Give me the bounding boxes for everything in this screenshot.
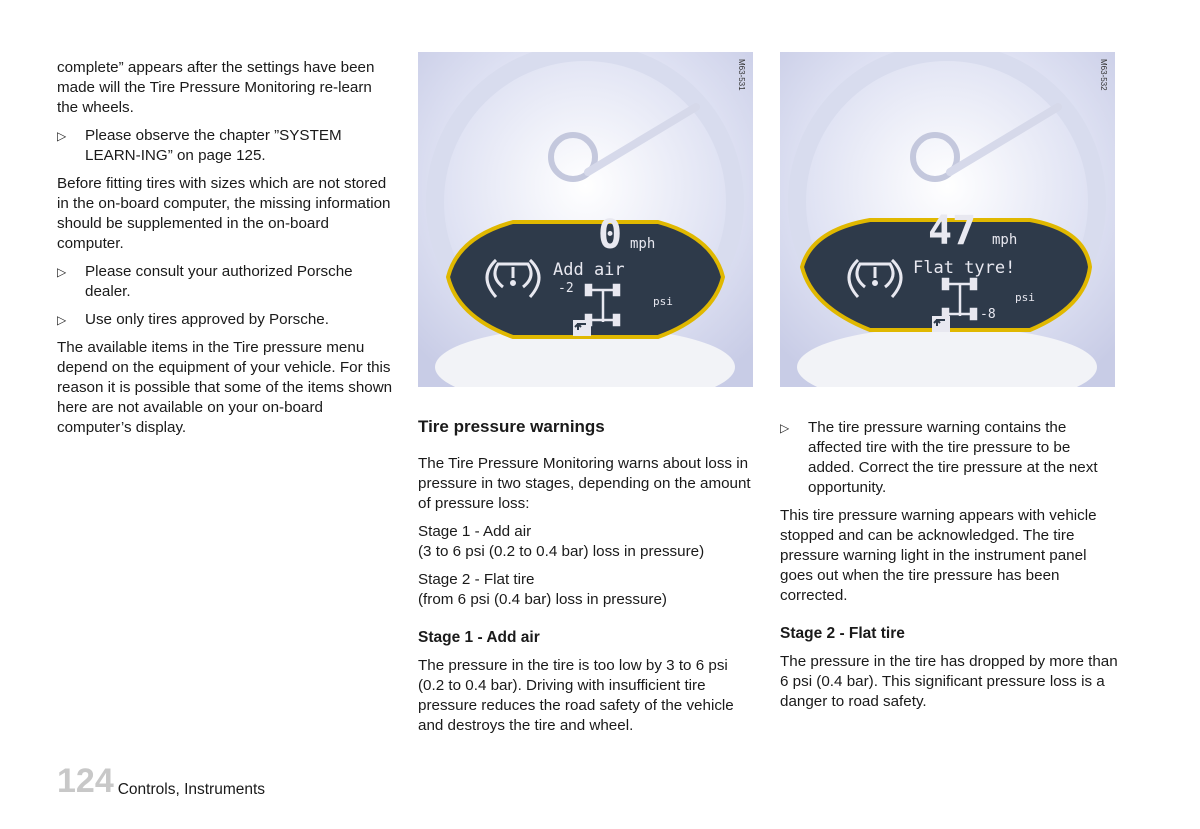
section-name: Controls, Instruments <box>117 781 266 798</box>
psi-label: psi <box>1015 291 1035 304</box>
speed-unit: mph <box>992 232 1018 248</box>
section-heading: Tire pressure warnings <box>418 417 605 436</box>
pressure-delta: -2 <box>558 281 574 296</box>
page-number: 124 <box>57 762 114 800</box>
pressure-delta: -8 <box>980 307 996 322</box>
bullet-item <box>57 126 395 166</box>
bullet-text: Please observe the chapter ”SYSTEM LEARN-ING” on page 125. <box>85 127 342 164</box>
stage-2-range: (from 6 psi (0.4 bar) loss in pressure) <box>418 591 667 608</box>
bullet-text: Please consult your authorized Porsche dealer. <box>85 263 353 300</box>
triangle-bullet-icon: ▷ <box>57 129 67 143</box>
paragraph: complete” appears after the settings have been made will the Tire Pressure Monitoring re-learn the wheels. <box>57 59 375 116</box>
speed-unit: mph <box>630 236 656 252</box>
bullet-text: Use only tires approved by Porsche. <box>85 311 329 328</box>
stage-1-range: (3 to 6 psi (0.2 to 0.4 bar) loss in pressure) <box>418 543 705 560</box>
paragraph: The Tire Pressure Monitoring warns about loss in pressure in two stages, depending on the amount of pressure loss: <box>418 455 751 512</box>
figure-code: M63-531 <box>737 59 746 91</box>
triangle-bullet-icon: ▷ <box>57 265 67 279</box>
left-column <box>57 58 395 446</box>
subheading: Stage 2 - Flat tire <box>780 625 905 642</box>
stage-1-title: Stage 1 - Add air <box>418 523 532 540</box>
paragraph: This tire pressure warning appears with vehicle stopped and can be acknowledged. The tire pressure warning light in the instrument panel goes out when the tire pressure has been corrected. <box>780 507 1097 604</box>
triangle-bullet-icon: ▷ <box>780 421 790 435</box>
display-figure-add-air <box>418 52 753 387</box>
figure-code: M63-532 <box>1099 59 1108 91</box>
paragraph: The pressure in the tire has dropped by more than 6 psi (0.4 bar). This significant pressure loss is a danger to road safety. <box>780 653 1118 710</box>
return-arrow-icon <box>573 320 591 336</box>
instrument-display-image <box>780 52 1115 387</box>
paragraph: The pressure in the tire is too low by 3 to 6 psi (0.2 to 0.4 bar). Driving with insufficient tire pressure reduces the road safety of the vehicle and destroys the tire and wheel. <box>418 657 734 734</box>
bullet-item <box>780 418 1120 498</box>
warning-message: Add air <box>553 260 625 280</box>
middle-column <box>418 416 758 744</box>
right-column <box>780 418 1120 720</box>
instrument-display-image <box>418 52 753 387</box>
stage-2-summary <box>418 570 758 610</box>
subheading: Stage 1 - Add air <box>418 629 540 646</box>
warning-message: Flat tyre! <box>913 258 1016 278</box>
paragraph: Before fitting tires with sizes which are not stored in the on-board computer, the missing information should be supplemented in the on-board computer. <box>57 175 391 252</box>
speed-readout: 47 <box>928 208 977 254</box>
bullet-item <box>57 262 395 302</box>
psi-label: psi <box>653 295 673 308</box>
bullet-text: The tire pressure warning contains the affected tire with the tire pressure to be added. Correct the tire pressure at the next opportunity. <box>808 419 1098 496</box>
return-arrow-icon <box>932 316 950 332</box>
stage-1-summary <box>418 522 758 562</box>
page-footer <box>57 762 265 802</box>
paragraph: The available items in the Tire pressure menu depend on the equipment of your vehicle. For this reason it is possible that some of the items shown here are not available on your on-board computer’s display. <box>57 339 393 436</box>
bullet-item <box>57 310 395 330</box>
display-figure-flat-tyre <box>780 52 1115 387</box>
triangle-bullet-icon: ▷ <box>57 313 67 327</box>
stage-2-title: Stage 2 - Flat tire <box>418 571 535 588</box>
speed-readout: 0 <box>598 212 623 258</box>
